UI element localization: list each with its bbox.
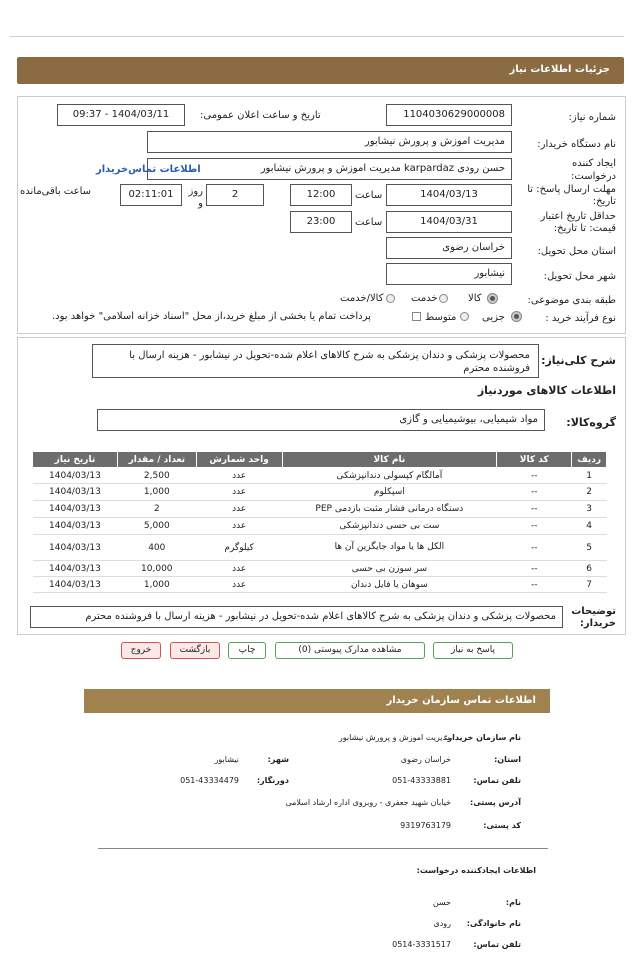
cell-unit: عدد: [196, 501, 282, 518]
contact-divider: [98, 848, 548, 849]
cell-code: --: [497, 518, 572, 535]
cell-name: الکل ها یا مواد جایگزین آن ها: [282, 535, 497, 561]
contact-city-label: شهر:: [267, 755, 289, 764]
cell-row: 6: [572, 561, 607, 577]
cell-qty: 2: [117, 501, 196, 518]
contact-org: مدیریت اموزش و پرورش نیشابور: [338, 733, 451, 742]
cell-row: 3: [572, 501, 607, 518]
category-service-label: خدمت: [411, 293, 438, 304]
treasury-note: پرداخت تمام یا بخشی از مبلغ خرید،از محل "اسناد خزانه اسلامی" خواهد بود.: [52, 311, 371, 322]
cell-unit: عدد: [196, 484, 282, 501]
buyer-org-field: مدیریت اموزش و پرورش نیشابور: [147, 131, 512, 153]
cell-unit: عدد: [196, 577, 282, 593]
print-button[interactable]: چاپ: [228, 642, 266, 659]
contact-header-title: اطلاعات تماس سازمان خریدار: [386, 695, 536, 706]
goods-group-label: گروه‌کالا:: [566, 416, 616, 429]
days-field: 2: [206, 184, 264, 206]
cell-name: سر سوزن بی حسی: [282, 561, 497, 577]
description-field: محصولات پزشکی و دندان پزشکی به شرح کالاهای اعلام شده-تحویل در نیشابور - هزینه ارسال با فروشنده محترم: [92, 344, 539, 378]
contact-address: خیابان شهید جعفری - روبروی اداره ارشاد اسلامی: [285, 798, 451, 807]
need-number-label: شماره نیاز:: [568, 112, 616, 123]
view-attachments-button[interactable]: مشاهده مدارک پیوستی (0): [275, 642, 425, 659]
cell-row: 4: [572, 518, 607, 535]
cell-name: ست بی حسی دندانپزشکی: [282, 518, 497, 535]
category-goods-radio[interactable]: [488, 294, 497, 303]
cell-qty: 1,000: [117, 484, 196, 501]
cell-unit: عدد: [196, 561, 282, 577]
process-medium-radio[interactable]: [460, 312, 469, 321]
table-row[interactable]: [33, 484, 607, 501]
send-deadline-label: مهلت ارسال پاسخ: تا تاریخ:: [527, 184, 616, 207]
reply-button[interactable]: پاسخ به نیاز: [433, 642, 513, 659]
announce-label: تاریخ و ساعت اعلان عمومی:: [200, 110, 321, 121]
buyer-org-label: نام دستگاه خریدار:: [537, 139, 616, 150]
cell-code: --: [497, 468, 572, 484]
process-minor-label: جزیی: [482, 312, 505, 323]
contact-province-label: استان:: [494, 755, 521, 764]
cell-qty: 1,000: [117, 577, 196, 593]
contact-province: خراسان رضوی: [400, 755, 451, 764]
creator-family-label: نام خانوادگی:: [466, 919, 521, 928]
send-time-field: 12:00: [290, 184, 352, 206]
validity-time-label: ساعت: [355, 217, 383, 228]
buyer-notes-field: محصولات پزشکی و دندان پزشکی به شرح کالاهای اعلام شده-تحویل در نیشابور - هزینه ارسال با فروشنده محترم: [30, 606, 563, 628]
process-label: نوع فرآیند خرید :: [545, 313, 616, 324]
goods-group-field: مواد شیمیایی، بیوشیمیایی و گازی: [97, 409, 545, 431]
process-medium-label: متوسط: [425, 312, 457, 323]
validity-time-field: 23:00: [290, 211, 352, 233]
remaining-label: ساعت باقی‌مانده: [20, 186, 92, 197]
price-validity-label: حداقل تاریخ اعتبار قیمت: تا تاریخ:: [540, 211, 616, 234]
cell-date: 1404/03/13: [33, 561, 118, 577]
city-field: نیشابور: [386, 263, 512, 285]
contact-postal: 9319763179: [400, 821, 451, 830]
page-header-title: جزئیات اطلاعات نیاز: [509, 64, 610, 75]
cell-row: 2: [572, 484, 607, 501]
send-date-field: 1404/03/13: [386, 184, 512, 206]
province-label: استان محل تحویل:: [537, 246, 616, 257]
top-divider: [10, 36, 624, 37]
contact-address-label: آدرس پستی:: [470, 798, 521, 807]
cell-qty: 5,000: [117, 518, 196, 535]
goods-title: اطلاعات کالاهای موردنیاز: [477, 384, 616, 397]
city-label: شهر محل تحویل:: [543, 271, 616, 282]
col-qty: تعداد / مقدار: [117, 452, 196, 468]
goods-table: [32, 451, 607, 593]
back-button[interactable]: بازگشت: [170, 642, 220, 659]
cell-date: 1404/03/13: [33, 535, 118, 561]
creator-phone: 0514-3331517: [392, 940, 451, 949]
cell-unit: عدد: [196, 518, 282, 535]
cell-row: 7: [572, 577, 607, 593]
col-row: ردیف: [572, 452, 607, 468]
cell-date: 1404/03/13: [33, 518, 118, 535]
cell-code: --: [497, 535, 572, 561]
col-unit: واحد شمارش: [196, 452, 282, 468]
page-header: [17, 57, 624, 84]
cell-qty: 10,000: [117, 561, 196, 577]
cell-name: دستگاه درمانی فشار مثبت بازدمی PEP: [282, 501, 497, 518]
cell-code: --: [497, 501, 572, 518]
cell-qty: 2,500: [117, 468, 196, 484]
table-row[interactable]: [33, 577, 607, 593]
col-date: تاریخ نیاز: [33, 452, 118, 468]
send-time-label: ساعت: [355, 190, 383, 201]
cell-name: آمالگام کپسولی دندانپزشکی: [282, 468, 497, 484]
creator-name: حسن: [432, 898, 451, 907]
buyer-notes-label: توضیحات خریدار:: [571, 606, 616, 629]
process-minor-radio[interactable]: [512, 312, 521, 321]
contact-header: [84, 689, 550, 713]
buyer-contact-link[interactable]: اطلاعات تماس‌خریدار: [96, 164, 201, 175]
contact-city: نیشابور: [214, 755, 239, 764]
need-number-field: 1104030629000008: [386, 104, 512, 126]
category-service-radio[interactable]: [439, 294, 448, 303]
cell-date: 1404/03/13: [33, 468, 118, 484]
cell-date: 1404/03/13: [33, 484, 118, 501]
category-both-radio[interactable]: [386, 294, 395, 303]
contact-phone-label: تلفن تماس:: [473, 776, 521, 785]
treasury-checkbox[interactable]: [412, 312, 421, 321]
cell-unit: کیلوگرم: [196, 535, 282, 561]
col-name: نام کالا: [282, 452, 497, 468]
table-row[interactable]: [33, 518, 607, 535]
remaining-time-field: 02:11:01: [120, 184, 182, 206]
category-both-label: کالا/خدمت: [340, 293, 384, 304]
cell-code: --: [497, 484, 572, 501]
exit-button[interactable]: خروج: [121, 642, 161, 659]
table-row[interactable]: [33, 561, 607, 577]
cell-date: 1404/03/13: [33, 577, 118, 593]
cell-name: سوهان یا فایل دندان: [282, 577, 497, 593]
creator-info-title: اطلاعات ایجادکننده درخواست:: [416, 866, 536, 875]
creator-phone-label: تلفن تماس:: [473, 940, 521, 949]
contact-postal-label: کد پستی:: [483, 821, 521, 830]
contact-phone: 051-43333881: [392, 776, 451, 785]
description-label: شرح کلی‌نیاز:: [541, 354, 616, 367]
creator-family: رودی: [433, 919, 451, 928]
table-row[interactable]: [33, 501, 607, 518]
cell-date: 1404/03/13: [33, 501, 118, 518]
cell-code: --: [497, 561, 572, 577]
creator-field: حسن رودی karpardaz مدیریت اموزش و پرورش نیشابور: [147, 158, 512, 180]
cell-row: 1: [572, 468, 607, 484]
table-row[interactable]: [33, 535, 607, 561]
contact-org-label: نام سازمان خریدار:: [444, 733, 521, 742]
contact-fax: 051-43334479: [180, 776, 239, 785]
category-goods-label: کالا: [468, 293, 482, 304]
contact-fax-label: دورنگار:: [256, 776, 289, 785]
col-code: کد کالا: [497, 452, 572, 468]
table-row[interactable]: [33, 468, 607, 484]
cell-qty: 400: [117, 535, 196, 561]
creator-name-label: نام:: [505, 898, 521, 907]
cell-row: 5: [572, 535, 607, 561]
cell-name: اسپکلوم: [282, 484, 497, 501]
creator-label: ایجاد کننده درخواست:: [571, 158, 616, 182]
cell-code: --: [497, 577, 572, 593]
cell-unit: عدد: [196, 468, 282, 484]
table-header-row: [33, 452, 607, 468]
category-label: طبقه بندی موضوعی:: [527, 295, 616, 306]
days-label: روز و: [188, 186, 203, 209]
province-field: خراسان رضوی: [386, 237, 512, 259]
announce-field: 1404/03/11 - 09:37: [57, 104, 185, 126]
validity-date-field: 1404/03/31: [386, 211, 512, 233]
